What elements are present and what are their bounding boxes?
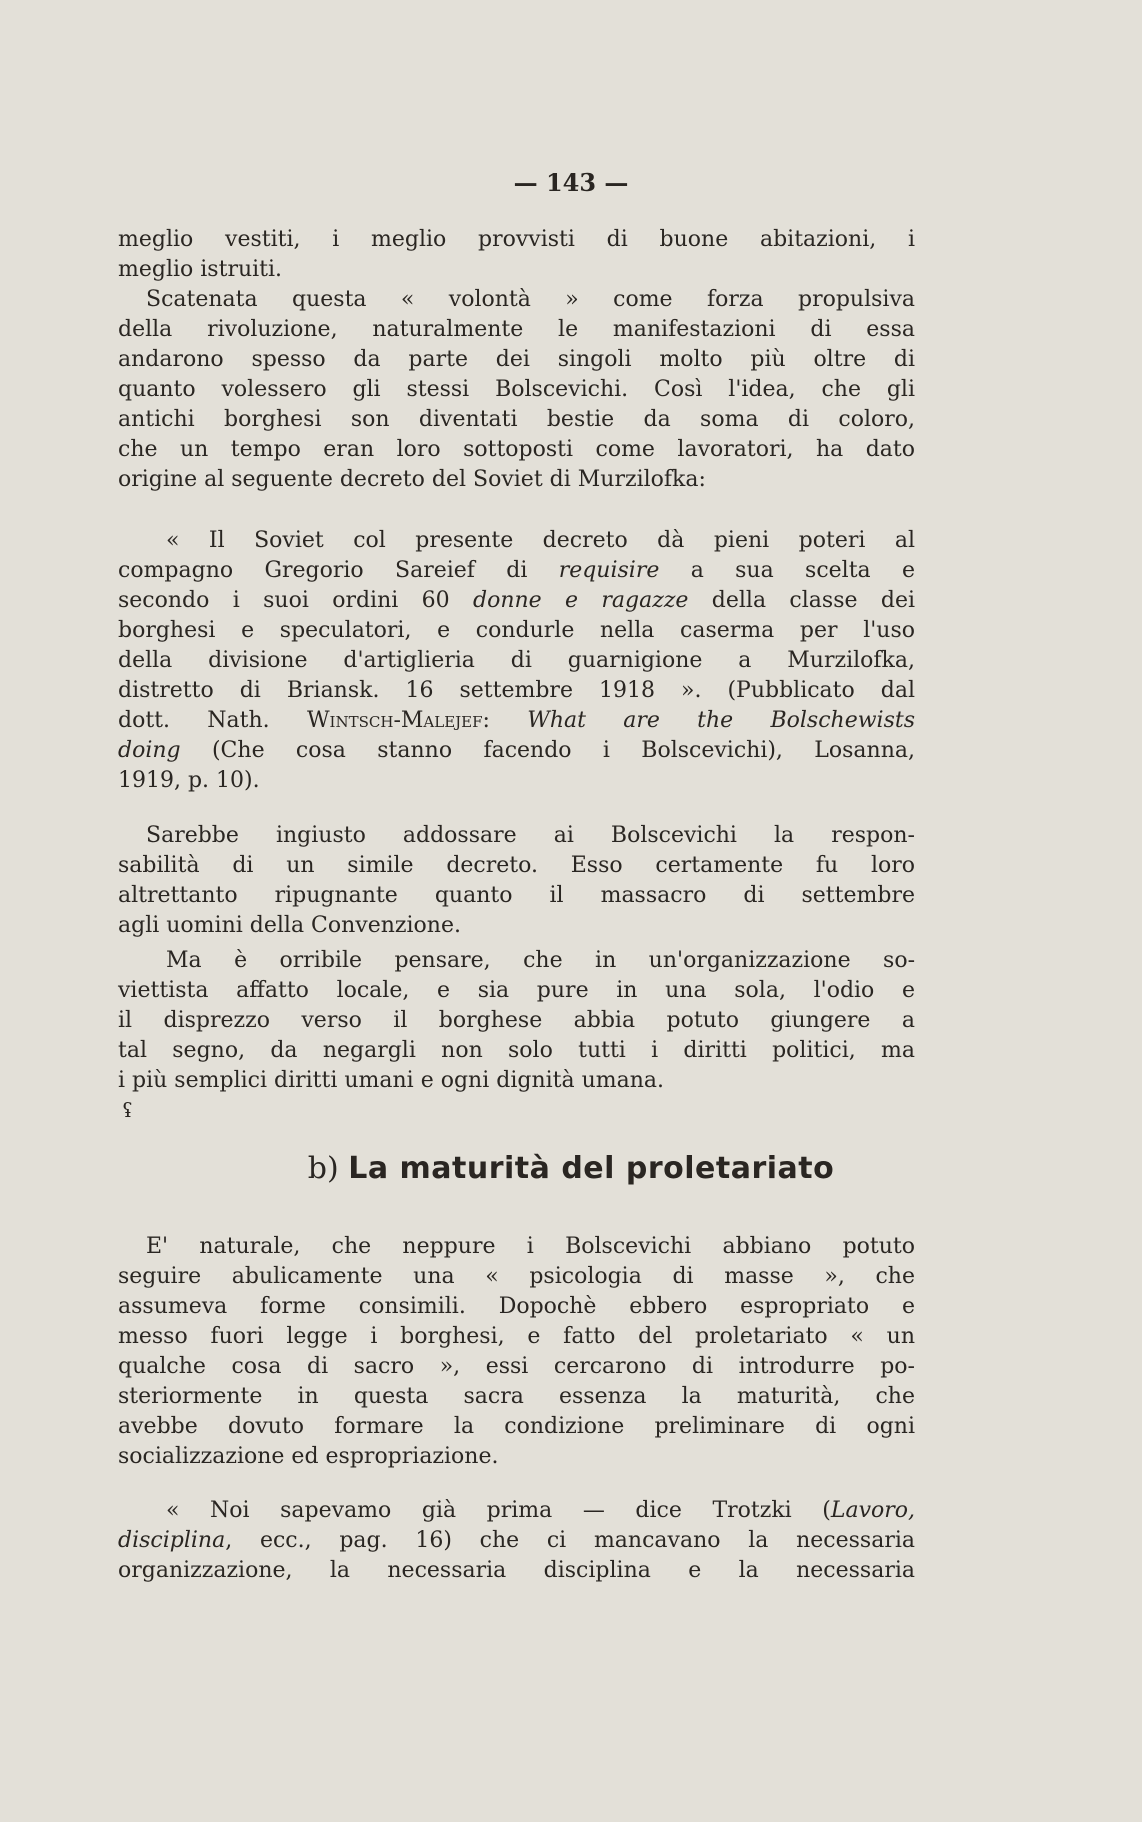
text-line: 1919, p. 10).: [118, 768, 260, 793]
text-line: meglio vestiti, i meglio provvisti di buone abitazioni, i: [118, 227, 915, 252]
paragraph-naturale: [118, 1232, 915, 1472]
paragraph-continuation: [118, 225, 915, 285]
text-line: E' naturale, che neppure i Bolscevichi abbiano potuto: [146, 1234, 915, 1259]
text-line: messo fuori legge i borghesi, e fatto del proletariato « un: [118, 1324, 915, 1349]
text-line: socializzazione ed espropriazione.: [118, 1444, 499, 1469]
trotzki-quote: [118, 1496, 915, 1586]
paragraph-orribile: [118, 946, 915, 1096]
section-heading: [0, 1151, 1142, 1186]
page-number: — 143 —: [513, 168, 629, 197]
text-line: Scatenata questa « volontà » come forza propulsiva: [146, 287, 915, 312]
text-line: compagno Gregorio Sareief di requisire a sua scelta e: [118, 558, 915, 583]
text-line: della divisione d'artiglieria di guarnigione a Murzilofka,: [118, 648, 915, 673]
text-line: distretto di Briansk. 16 settembre 1918 ». (Pubblicato dal: [118, 678, 915, 703]
text-line: agli uomini della Convenzione.: [118, 913, 461, 938]
text-line: avebbe dovuto formare la condizione preliminare di ogni: [118, 1414, 915, 1439]
text-line: doing (Che cosa stanno facendo i Bolscevichi), Losanna,: [118, 738, 915, 763]
text-line: andarono spesso da parte dei singoli molto più oltre di: [118, 347, 915, 372]
text-line: della rivoluzione, naturalmente le manifestazioni di essa: [118, 317, 915, 342]
text-line: seguire abulicamente una « psicologia di masse », che: [118, 1264, 915, 1289]
text-line: sabilità di un simile decreto. Esso certamente fu loro: [118, 853, 915, 878]
text-line: secondo i suoi ordini 60 donne e ragazze della classe dei: [118, 588, 915, 613]
text-line: altrettanto ripugnante quanto il massacro di settembre: [118, 883, 915, 908]
text-line: qualche cosa di sacro », essi cercarono di introdurre po-: [118, 1354, 915, 1379]
text-line: borghesi e speculatori, e condurle nella caserma per l'uso: [118, 618, 915, 643]
text-line: meglio istruiti.: [118, 257, 283, 282]
text-line: assumeva forme consimili. Dopochè ebbero espropriato e: [118, 1294, 915, 1319]
text-line: il disprezzo verso il borghese abbia potuto giungere a: [118, 1008, 915, 1033]
text-line: « Il Soviet col presente decreto dà pieni poteri al: [166, 528, 915, 553]
text-line: antichi borghesi son diventati bestie da soma di coloro,: [118, 407, 915, 432]
text-line: viettista affatto locale, e sia pure in una sola, l'odio e: [118, 978, 915, 1003]
heading-title: La maturità del proletariato: [348, 1151, 835, 1186]
text-line: origine al seguente decreto del Soviet di Murzilofka:: [118, 467, 706, 492]
paragraph-ingiusto: [118, 821, 915, 941]
text-line: che un tempo eran loro sottoposti come lavoratori, ha dato: [118, 437, 915, 462]
text-line: tal segno, da negargli non solo tutti i diritti politici, ma: [118, 1038, 915, 1063]
text-line: i più semplici diritti umani e ogni dignità umana.: [118, 1068, 665, 1093]
text-line: Sarebbe ingiusto addossare ai Bolscevichi la respon-: [146, 823, 915, 848]
text-line: dott. Nath. Wintsch-Malejef: What are the Bolschewists: [118, 708, 916, 733]
text-line: quanto volessero gli stessi Bolscevichi. Così l'idea, che gli: [118, 377, 915, 402]
stray-mark: ʢ: [122, 1098, 133, 1122]
heading-letter: b): [307, 1151, 339, 1186]
text-line: steriormente in questa sacra essenza la maturità, che: [118, 1384, 915, 1409]
text-line: organizzazione, la necessaria disciplina e la necessaria: [118, 1558, 915, 1583]
text-line: « Noi sapevamo già prima — dice Trotzki (Lavoro,: [166, 1498, 915, 1523]
text-line: disciplina, ecc., pag. 16) che ci mancavano la necessaria: [118, 1528, 915, 1553]
text-line: Ma è orribile pensare, che in un'organizzazione so-: [166, 948, 915, 973]
paragraph-volonta: [118, 285, 915, 495]
decree-quote: [118, 526, 915, 796]
